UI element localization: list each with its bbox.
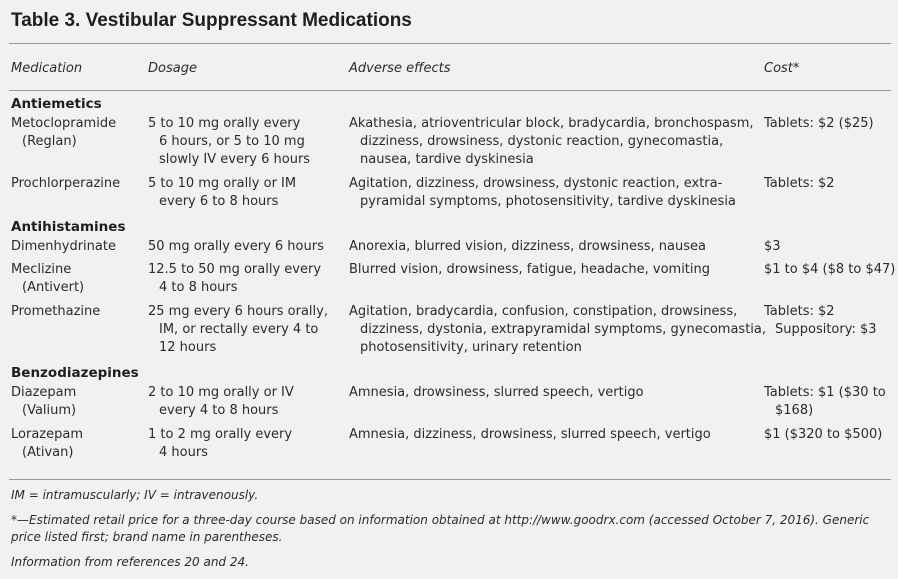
adverse-effects-cell-line: dizziness, dystonia, extrapyramidal symptoms, gynecomastia,: [360, 321, 767, 337]
adverse-effects-cell: [349, 238, 764, 256]
header-rule: [9, 90, 891, 91]
cost-cell-line: $1 ($320 to $500): [764, 426, 883, 442]
dosage-cell-line: 25 mg every 6 hours orally,: [148, 303, 328, 319]
cost-cell-line: Tablets: $1 ($30 to: [764, 385, 886, 401]
table-row: [11, 261, 896, 297]
adverse-effects-cell: [349, 384, 764, 420]
header-cost: Cost*: [764, 61, 800, 76]
dosage-cell-line: every 6 to 8 hours: [159, 193, 279, 209]
section-heading: Antiemetics: [11, 96, 102, 112]
adverse-effects-cell-line: Agitation, bradycardia, confusion, constipation, drowsiness,: [349, 303, 738, 319]
medication-cell-line: Diazepam: [11, 385, 77, 401]
table-footnotes: [11, 487, 893, 579]
medication-cell-line: Lorazepam: [11, 426, 83, 442]
cost-cell: [764, 426, 896, 462]
dosage-cell-line: 1 to 2 mg orally every: [148, 426, 293, 442]
header-medication: Medication: [11, 61, 83, 76]
cost-cell-line: $1 to $4 ($8 to $47): [764, 262, 896, 278]
cost-cell-line: $168): [775, 403, 814, 419]
adverse-effects-cell-line: Amnesia, dizziness, drowsiness, slurred speech, vertigo: [349, 426, 711, 442]
section-heading: Antihistamines: [11, 219, 126, 236]
medication-cell: [11, 261, 148, 297]
medication-cell-line: Meclizine: [11, 262, 72, 278]
dosage-cell-line: 50 mg orally every 6 hours: [148, 239, 324, 255]
header-adverse-effects: Adverse effects: [349, 61, 451, 76]
medication-cell-line: Prochlorperazine: [11, 175, 121, 191]
medication-cell: [11, 115, 148, 170]
cost-cell: [764, 238, 896, 256]
medication-cell-line: Promethazine: [11, 303, 101, 319]
dosage-cell: [148, 115, 349, 170]
cost-cell: [764, 261, 896, 297]
table-row: [11, 426, 896, 462]
footnote-abbreviations: IM = intramuscularly; IV = intravenously.: [11, 488, 259, 502]
dosage-cell-line: 12 hours: [159, 340, 217, 356]
table-row: [11, 175, 896, 211]
header-dosage: Dosage: [148, 61, 197, 76]
medication-cell-line: (Antivert): [22, 280, 85, 296]
cost-cell: [764, 175, 896, 211]
dosage-cell: [148, 426, 349, 462]
dosage-cell-line: 4 hours: [159, 444, 208, 460]
cost-cell-line: $3: [764, 239, 781, 255]
medication-cell: [11, 426, 148, 462]
adverse-effects-cell: [349, 303, 767, 358]
table-row: [11, 238, 896, 256]
medication-cell: [11, 384, 148, 420]
dosage-cell-line: IM, or rectally every 4 to: [159, 321, 319, 337]
adverse-effects-cell-line: Akathesia, atrioventricular block, bradycardia, bronchospasm,: [349, 116, 754, 131]
adverse-effects-cell-line: Blurred vision, drowsiness, fatigue, headache, vomiting: [349, 262, 711, 278]
cost-cell: [764, 384, 896, 420]
dosage-cell-line: 2 to 10 mg orally or IV: [148, 385, 294, 401]
dosage-cell-line: 5 to 10 mg orally every: [148, 116, 301, 131]
dosage-cell-line: slowly IV every 6 hours: [159, 152, 311, 168]
cost-cell-line: Tablets: $2: [764, 303, 835, 319]
medication-cell: [11, 175, 148, 211]
dosage-cell-line: 5 to 10 mg orally or IM: [148, 175, 297, 191]
dosage-cell: [148, 261, 349, 297]
medication-cell-line: Metoclopramide: [11, 116, 117, 131]
cost-cell-line: Tablets: $2: [764, 175, 835, 191]
cost-cell: [764, 115, 896, 170]
medication-cell-line: (Ativan): [22, 444, 74, 460]
dosage-cell: [148, 175, 349, 211]
medication-cell: [11, 303, 148, 358]
adverse-effects-cell-line: Agitation, dizziness, drowsiness, dystonic reaction, extra-: [349, 175, 723, 191]
medication-cell-line: Dimenhydrinate: [11, 239, 116, 255]
dosage-cell: [148, 384, 349, 420]
dosage-cell-line: every 4 to 8 hours: [159, 403, 279, 419]
table-body: [11, 93, 896, 467]
dosage-cell: [148, 238, 349, 256]
medication-cell-line: (Valium): [22, 403, 77, 419]
dosage-cell-line: 4 to 8 hours: [159, 280, 238, 296]
footnote-source: Information from references 20 and 24.: [11, 555, 249, 569]
adverse-effects-cell: [349, 426, 764, 462]
medication-cell: [11, 238, 148, 256]
top-rule: [9, 43, 891, 44]
table-row: [11, 384, 896, 420]
cost-cell-line: Tablets: $2 ($25): [764, 116, 874, 131]
adverse-effects-cell-line: photosensitivity, urinary retention: [360, 340, 582, 356]
adverse-effects-cell: [349, 175, 764, 211]
dosage-cell-line: 6 hours, or 5 to 10 mg: [159, 134, 305, 150]
adverse-effects-cell-line: Anorexia, blurred vision, dizziness, drowsiness, nausea: [349, 239, 706, 255]
medication-cell-line: (Reglan): [22, 134, 77, 150]
footnote-cost: *—Estimated retail price for a three-day course based on information obtained at http://www.goodrx.com (accessed October 7, 2016). Generic price listed first; brand name in parentheses.: [11, 513, 870, 544]
cost-cell: [764, 303, 896, 358]
adverse-effects-cell-line: dizziness, drowsiness, dystonic reaction, gynecomastia,: [360, 134, 724, 150]
adverse-effects-cell-line: nausea, tardive dyskinesia: [360, 152, 534, 168]
table-row: [11, 115, 896, 170]
adverse-effects-cell: [349, 261, 764, 297]
table-row: [11, 303, 896, 358]
dosage-cell: [148, 303, 349, 358]
adverse-effects-cell-line: Amnesia, drowsiness, slurred speech, vertigo: [349, 385, 644, 401]
table-title: Table 3. Vestibular Suppressant Medications: [11, 10, 412, 31]
adverse-effects-cell: [349, 115, 764, 170]
dosage-cell-line: 12.5 to 50 mg orally every: [148, 262, 322, 278]
cost-cell-line: Suppository: $3: [775, 321, 877, 337]
section-heading: Benzodiazepines: [11, 365, 139, 382]
bottom-rule: [9, 479, 891, 480]
adverse-effects-cell-line: pyramidal symptoms, photosensitivity, tardive dyskinesia: [360, 193, 736, 209]
